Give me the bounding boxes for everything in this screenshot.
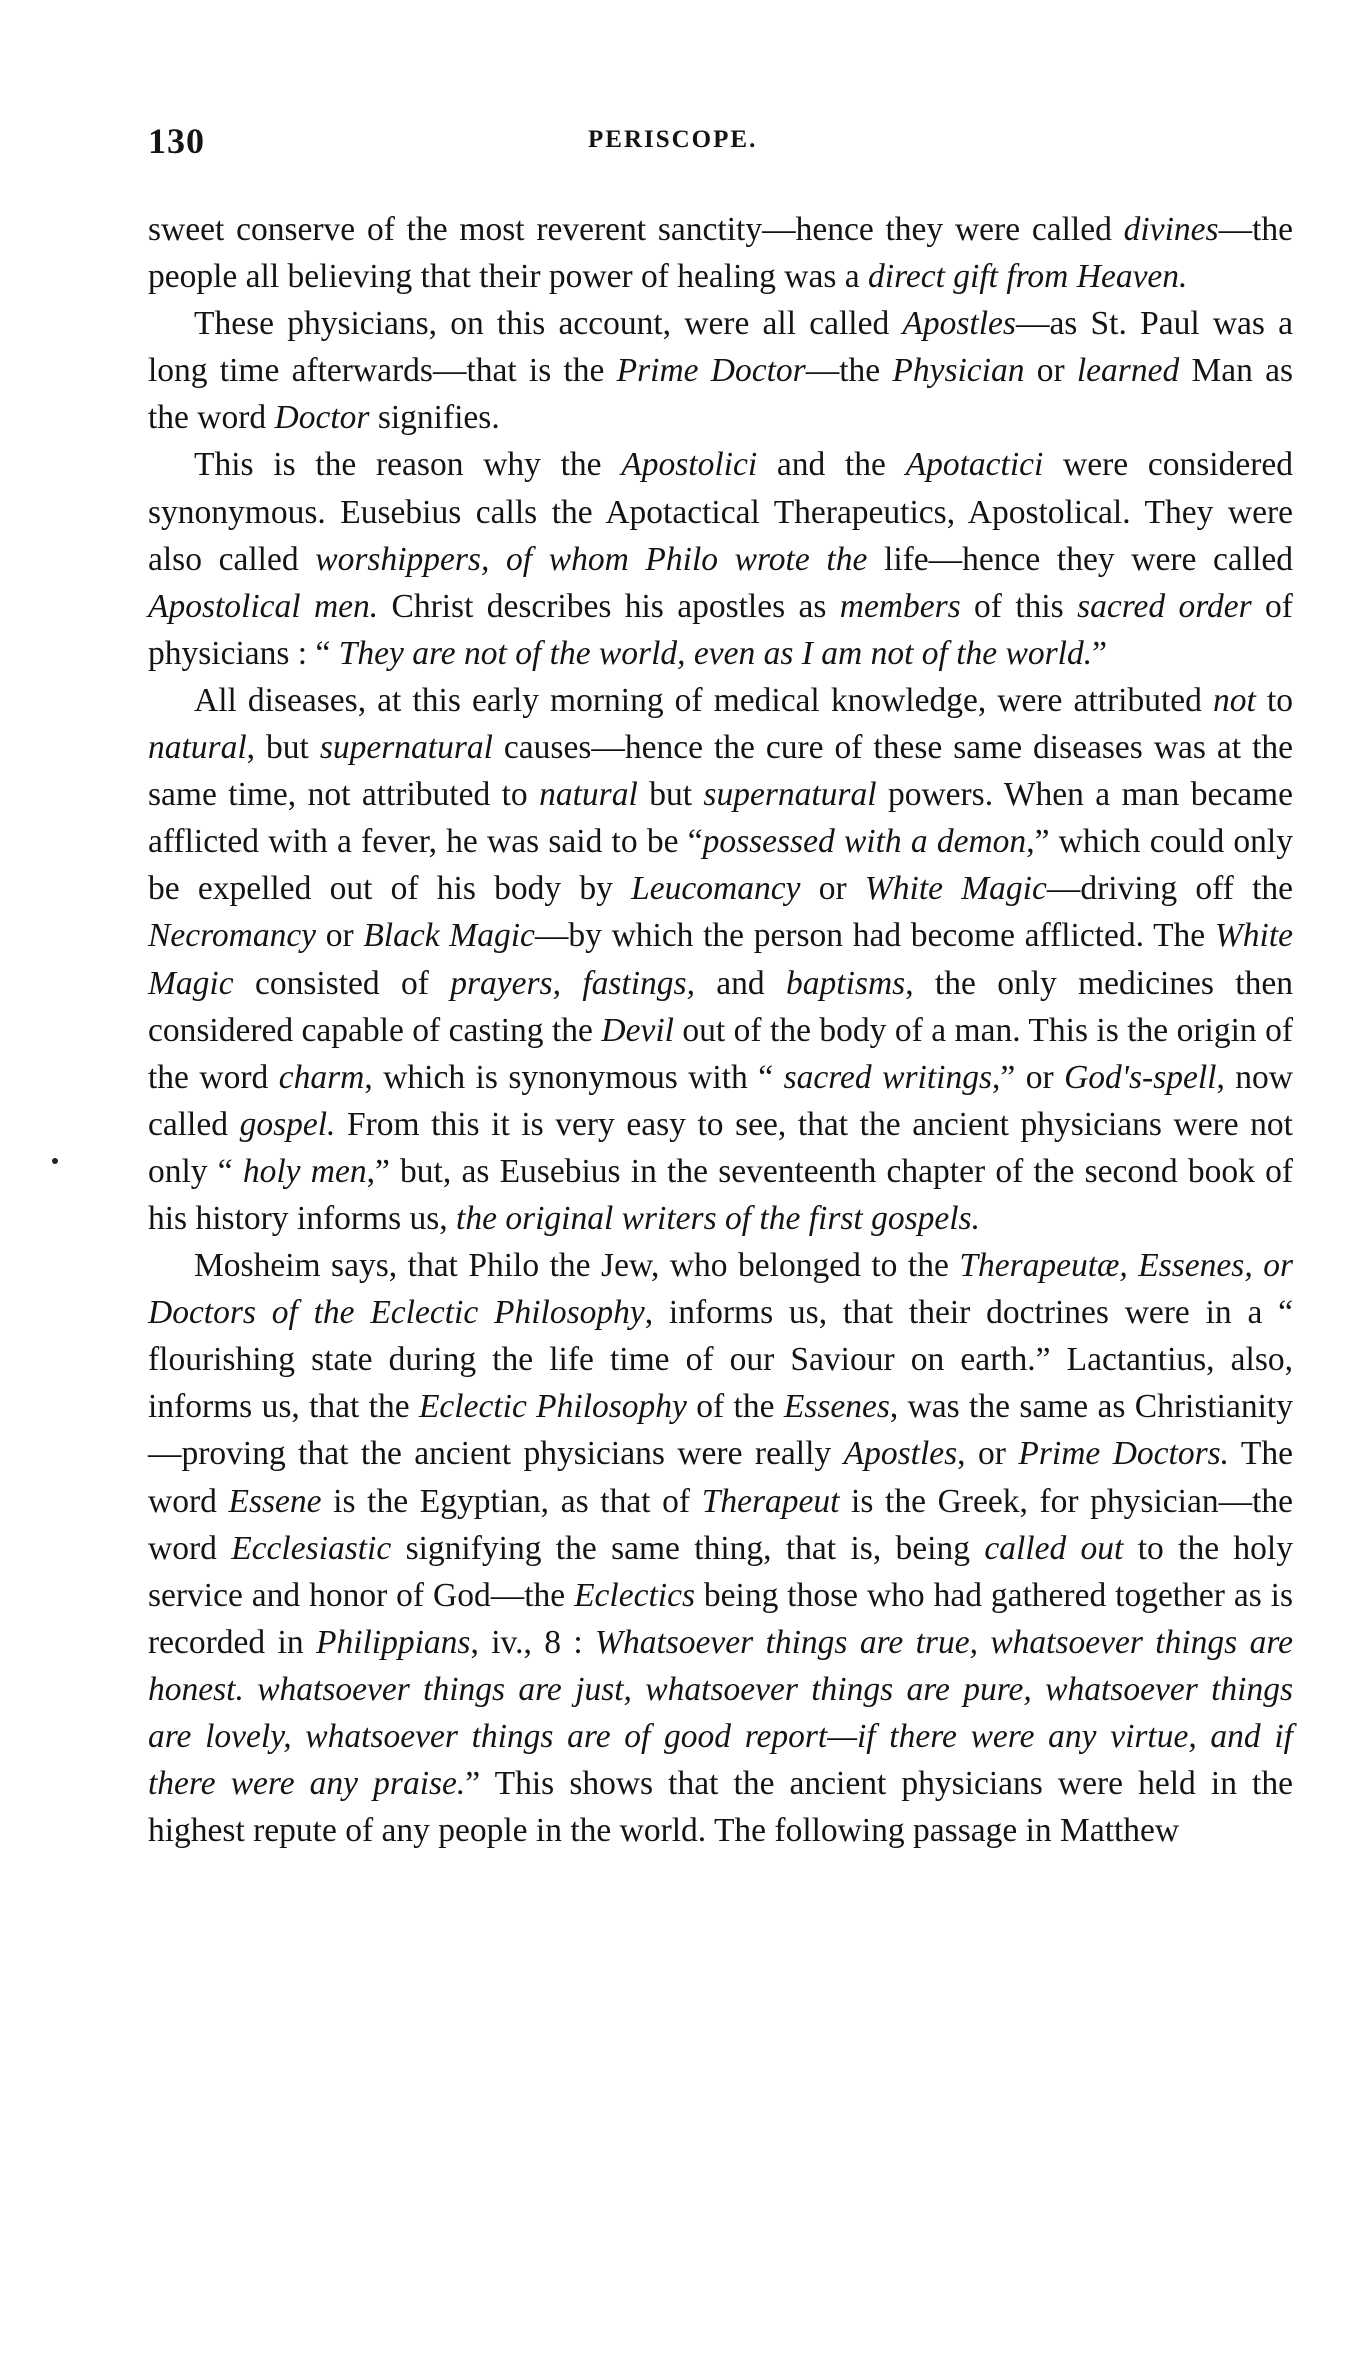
- italic-text: sacred order: [1077, 587, 1252, 625]
- text-run: ,” which could only be expelled out of his body by: [148, 823, 1293, 908]
- text-run: of this: [960, 587, 1078, 625]
- text-run: ,” but, as Eusebius in the seventeenth chapter of the second book of his history informs us,: [148, 1152, 1293, 1237]
- text-run: ” This shows that the ancient physicians were held in the highest repute of any people in the world. The following passage in Matthew: [148, 1765, 1293, 1850]
- text-run: All diseases, at this early morning of medical knowledge, were attributed: [194, 681, 1214, 719]
- text-run: , which is synonymous with “: [364, 1058, 784, 1096]
- text-run: —the: [805, 352, 893, 390]
- page-header: [148, 120, 1293, 180]
- italic-text: Therapeut: [701, 1482, 840, 1520]
- text-run: to the holy service and honor of God—the: [148, 1529, 1293, 1614]
- italic-text: direct gift from Heaven.: [868, 258, 1188, 296]
- paragraph: [148, 206, 1293, 300]
- text-run: and the: [757, 446, 906, 484]
- italic-text: natural: [539, 776, 638, 814]
- text-run: signifying the same thing, that is, being: [391, 1529, 985, 1567]
- italic-text: worshippers, of whom Philo wrote the: [315, 540, 868, 578]
- italic-text: charm: [278, 1058, 365, 1096]
- paragraph: [148, 441, 1293, 676]
- text-run: and: [694, 964, 787, 1002]
- text-run: life—hence they were called: [867, 540, 1293, 578]
- text-run: , now called: [148, 1058, 1293, 1143]
- text-run: , informs us, that their doctrines were in a “ flourishing state during the life time of our Saviour on earth.” Lactantius, also, informs us, that the: [148, 1294, 1293, 1426]
- italic-text: White Magic: [148, 917, 1293, 1002]
- text-run: , but: [246, 729, 320, 767]
- italic-text: possessed with a demon: [702, 823, 1027, 861]
- text-run: , was the same as Christianity—proving that the ancient physicians were really: [148, 1388, 1293, 1473]
- italic-text: the original writers of the first gospels.: [456, 1199, 980, 1237]
- margin-dot: [52, 1158, 58, 1164]
- text-run: being those who had gathered together as is recorded in: [148, 1576, 1294, 1661]
- text-run: signifies.: [369, 399, 500, 437]
- italic-text: White Magic: [864, 870, 1047, 908]
- text-run: to: [1255, 681, 1293, 719]
- italic-text: Eclectics: [574, 1576, 695, 1614]
- italic-text: Apostles: [843, 1435, 958, 1473]
- body-text: [148, 206, 1293, 1854]
- text-run: —as St. Paul was a long time afterwards—that is the: [148, 305, 1293, 390]
- text-run: of physicians : “: [148, 587, 1293, 672]
- italic-text: Philippians: [315, 1623, 471, 1661]
- italic-text: baptisms: [786, 964, 906, 1002]
- italic-text: Doctor: [274, 399, 370, 437]
- italic-text: Leucomancy: [631, 870, 801, 908]
- italic-text: not: [1213, 681, 1256, 719]
- italic-text: holy men: [242, 1152, 367, 1190]
- running-head: PERISCOPE.: [588, 126, 758, 153]
- italic-text: Apotactici: [905, 446, 1044, 484]
- italic-text: Prime Doctors.: [1018, 1435, 1230, 1473]
- text-run: , iv., 8 :: [470, 1623, 596, 1661]
- text-run: Mosheim says, that Philo the Jew, who belonged to the: [194, 1247, 960, 1285]
- paragraph: [148, 1242, 1293, 1854]
- italic-text: Black Magic: [363, 917, 535, 955]
- italic-text: Physician: [892, 352, 1025, 390]
- italic-text: Devil: [601, 1011, 674, 1049]
- italic-text: Necromancy: [148, 917, 317, 955]
- italic-text: natural: [148, 729, 247, 767]
- text-run: The word: [148, 1435, 1293, 1520]
- text-run: causes—hence the cure of these same diseases was at the same time, not attributed to: [148, 729, 1293, 814]
- text-run: or: [1024, 352, 1077, 390]
- paragraph: [148, 300, 1293, 441]
- text-run: From this it is very easy to see, that the ancient physicians were not only “: [148, 1105, 1293, 1190]
- italic-text: God's-spell: [1064, 1058, 1217, 1096]
- italic-text: Ecclesiastic: [231, 1529, 392, 1567]
- italic-text: Prime Doctor: [616, 352, 806, 390]
- italic-text: Therapeutæ, Essenes, or Doctors of the Eclectic Philosophy: [148, 1247, 1293, 1332]
- text-run: is the Egyptian, as that of: [321, 1482, 702, 1520]
- italic-text: Apostolical men.: [148, 587, 379, 625]
- text-run: These physicians, on this account, were all called: [194, 305, 903, 343]
- text-run: or: [800, 870, 865, 908]
- italic-text: sacred writings: [783, 1058, 992, 1096]
- text-run: —by which the person had become afflicted. The: [534, 917, 1215, 955]
- text-run: were considered synonymous. Eusebius calls the Apotactical Therapeutics, Apostolical. They were also called: [148, 446, 1293, 578]
- italic-text: members: [839, 587, 961, 625]
- text-run: consisted of: [233, 964, 451, 1002]
- text-run: ,” or: [992, 1058, 1065, 1096]
- italic-text: supernatural: [703, 776, 877, 814]
- text-run: powers. When a man became afflicted with a fever, he was said to be “: [148, 776, 1293, 861]
- text-run: but: [637, 776, 704, 814]
- text-run: of the: [686, 1388, 784, 1426]
- italic-text: divines: [1123, 211, 1219, 248]
- italic-text: Apostolici: [621, 446, 758, 484]
- italic-text: Eclectic Philosophy: [418, 1388, 687, 1426]
- italic-text: gospel.: [239, 1105, 336, 1143]
- italic-text: Essenes: [783, 1388, 890, 1426]
- paragraph: [148, 677, 1293, 1242]
- text-run: —driving off the: [1046, 870, 1293, 908]
- italic-text: Essene: [228, 1482, 322, 1520]
- italic-text: Whatsoever things are true, whatsoever things are honest. whatsoever things are just, whatsoever things are pure, whatsoever things are lovely, whatsoever things are of good report—if there were any virtue, and if there were any praise.: [148, 1623, 1293, 1803]
- text-run: Man as the word: [148, 352, 1293, 437]
- text-run: Christ describes his apostles as: [378, 587, 840, 625]
- text-run: This is the reason why the: [194, 446, 622, 484]
- text-run: sweet conserve of the most reverent sanctity—hence they were called: [148, 211, 1124, 248]
- text-run: , or: [957, 1435, 1019, 1473]
- text-run: —the people all believing that their power of healing was a: [148, 211, 1293, 296]
- italic-text: They are not of the world, even as I am not of the world.: [338, 634, 1093, 672]
- page-number: 130: [148, 121, 205, 161]
- italic-text: supernatural: [319, 729, 493, 767]
- italic-text: called out: [984, 1529, 1124, 1567]
- text-run: or: [316, 917, 364, 955]
- text-run: out of the body of a man. This is the origin of the word: [148, 1011, 1293, 1096]
- italic-text: Apostles: [902, 305, 1016, 343]
- italic-text: learned: [1076, 352, 1180, 390]
- text-run: , the only medicines then considered capable of casting the: [148, 964, 1293, 1049]
- text-run: is the Greek, for physician—the word: [148, 1482, 1293, 1567]
- text-run: ”: [1092, 634, 1107, 672]
- italic-text: prayers, fastings,: [450, 964, 695, 1002]
